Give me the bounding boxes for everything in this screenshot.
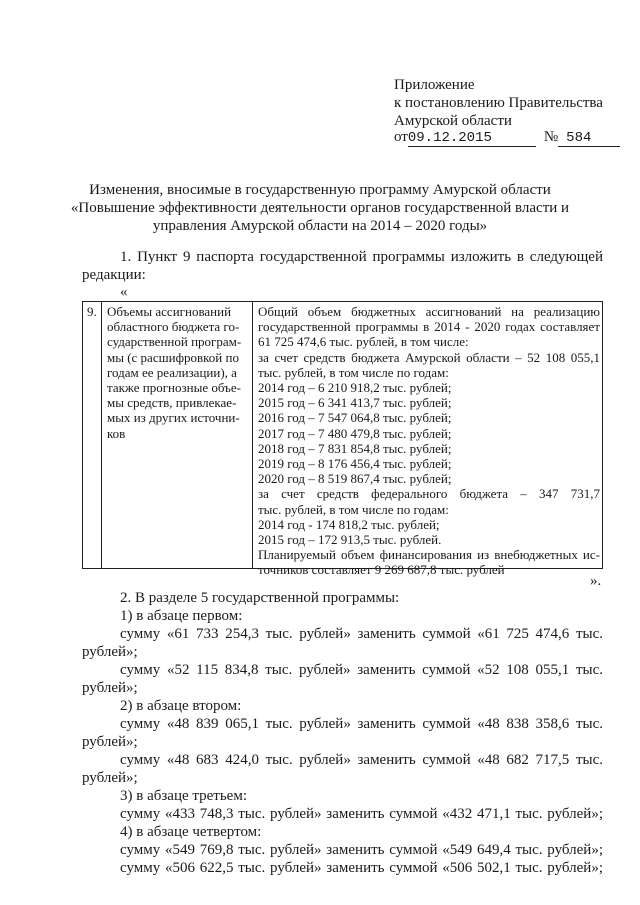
header-appendix: Приложение	[394, 77, 475, 93]
item3-heading: 3) в абзаце третьем:	[120, 788, 247, 804]
right-cell-line: 2020 год – 8 519 867,4 тыс. рублей;	[258, 471, 452, 487]
close-quote: ».	[590, 573, 602, 589]
right-cell-line: государственной программы в 2014 - 2020 годах составляет	[258, 319, 600, 335]
left-cell-line: областного бюджета го-	[107, 319, 240, 335]
right-cell-line: 2016 год – 7 547 064,8 тыс. рублей;	[258, 410, 452, 426]
title-line-2: «Повышение эффективности деятельности органов государственной власти и	[70, 200, 570, 216]
item1-sum-a-cont: рублей»;	[82, 644, 138, 660]
section2-heading: 2. В разделе 5 государственной программы:	[120, 590, 400, 606]
right-cell-line: за счет средств федерального бюджета – 347 731,7	[258, 486, 600, 502]
left-cell-line: мы (с расшифровкой по	[107, 349, 239, 365]
right-cell-line: за счет средств бюджета Амурской области – 52 108 055,1	[258, 349, 600, 365]
title-line-1: Изменения, вносимые в государственную программу Амурской области	[89, 182, 551, 198]
item2-sum-b: сумму «48 683 424,0 тыс. рублей» заменить суммой «48 682 717,5 тыс.	[120, 752, 603, 768]
passport-table	[82, 301, 603, 578]
item1-heading: 1) в абзаце первом:	[120, 608, 243, 624]
right-cell-line: 61 725 474,6 тыс. рублей, в том числе:	[258, 334, 469, 350]
right-cell-line: 2014 год - 174 818,2 тыс. рублей;	[258, 516, 440, 532]
right-cell-line: точников составляет 9 269 687,8 тыс. рублей	[258, 562, 505, 578]
open-quote: «	[120, 284, 128, 300]
table-left-cell	[107, 304, 259, 441]
item4-sum-a: сумму «549 769,8 тыс. рублей» заменить суммой «549 649,4 тыс. рублей»;	[120, 842, 603, 858]
item3-sum: сумму «433 748,3 тыс. рублей» заменить суммой «432 471,1 тыс. рублей»;	[120, 806, 603, 822]
right-cell-line: 2017 год – 7 480 479,8 тыс. рублей;	[258, 425, 452, 441]
header-resolution: к постановлению Правительства	[394, 95, 603, 111]
right-cell-line: 2015 год – 172 913,5 тыс. рублей.	[258, 532, 442, 548]
resolution-number: 584	[558, 130, 620, 147]
left-cell-line: также прогнозные объе-	[107, 380, 241, 396]
right-cell-line: тыс. рублей, в том числе по годам:	[258, 501, 449, 517]
left-cell-line: Объемы ассигнований	[107, 304, 232, 319]
right-cell-line: Общий объем бюджетных ассигнований на реализацию	[258, 304, 600, 319]
intro-line-2: редакции:	[82, 267, 146, 283]
item1-sum-a: сумму «61 733 254,3 тыс. рублей» заменить суммой «61 725 474,6 тыс.	[120, 626, 603, 642]
item4-heading: 4) в абзаце четвертом:	[120, 824, 262, 840]
date-prefix: от	[394, 129, 408, 145]
left-cell-line: мых из других источни-	[107, 410, 240, 426]
right-cell-line: Планируемый объем финансирования из внебюджетных ис-	[258, 547, 600, 563]
item2-sum-b-cont: рублей»;	[82, 770, 138, 786]
right-cell-line: 2019 год – 8 176 456,4 тыс. рублей;	[258, 456, 452, 472]
left-cell-line: ков	[107, 425, 126, 441]
right-cell-line: 2015 год – 6 341 413,7 тыс. рублей;	[258, 395, 452, 411]
intro-line-1: 1. Пункт 9 паспорта государственной программы изложить в следующей	[120, 249, 603, 265]
item2-heading: 2) в абзаце втором:	[120, 698, 242, 714]
number-prefix: №	[543, 129, 559, 145]
table-row-number: 9.	[87, 304, 97, 319]
item4-sum-b: сумму «506 622,5 тыс. рублей» заменить суммой «506 502,1 тыс. рублей»;	[120, 860, 603, 876]
header-region: Амурской области	[394, 113, 512, 129]
resolution-date: 09.12.2015	[408, 130, 536, 147]
right-cell-line: 2014 год – 6 210 918,2 тыс. рублей;	[258, 380, 452, 396]
right-cell-line: 2018 год – 7 831 854,8 тыс. рублей;	[258, 440, 452, 456]
item2-sum-a-cont: рублей»;	[82, 734, 138, 750]
left-cell-line: мы средств, привлекае-	[107, 395, 237, 411]
item1-sum-b-cont: рублей»;	[82, 680, 138, 696]
table-right-cell	[258, 304, 600, 578]
title-line-3: управления Амурской области на 2014 – 2020 годы»	[152, 218, 488, 234]
item1-sum-b: сумму «52 115 834,8 тыс. рублей» заменить суммой «52 108 055,1 тыс.	[120, 662, 603, 678]
item2-sum-a: сумму «48 839 065,1 тыс. рублей» заменить суммой «48 838 358,6 тыс.	[120, 716, 603, 732]
right-cell-line: тыс. рублей, в том числе по годам:	[258, 364, 449, 380]
table-divider-1	[101, 302, 102, 568]
left-cell-line: сударственной програм-	[107, 334, 242, 350]
header-date-number	[394, 128, 620, 147]
left-cell-line: годам ее реализации), а	[107, 364, 237, 380]
